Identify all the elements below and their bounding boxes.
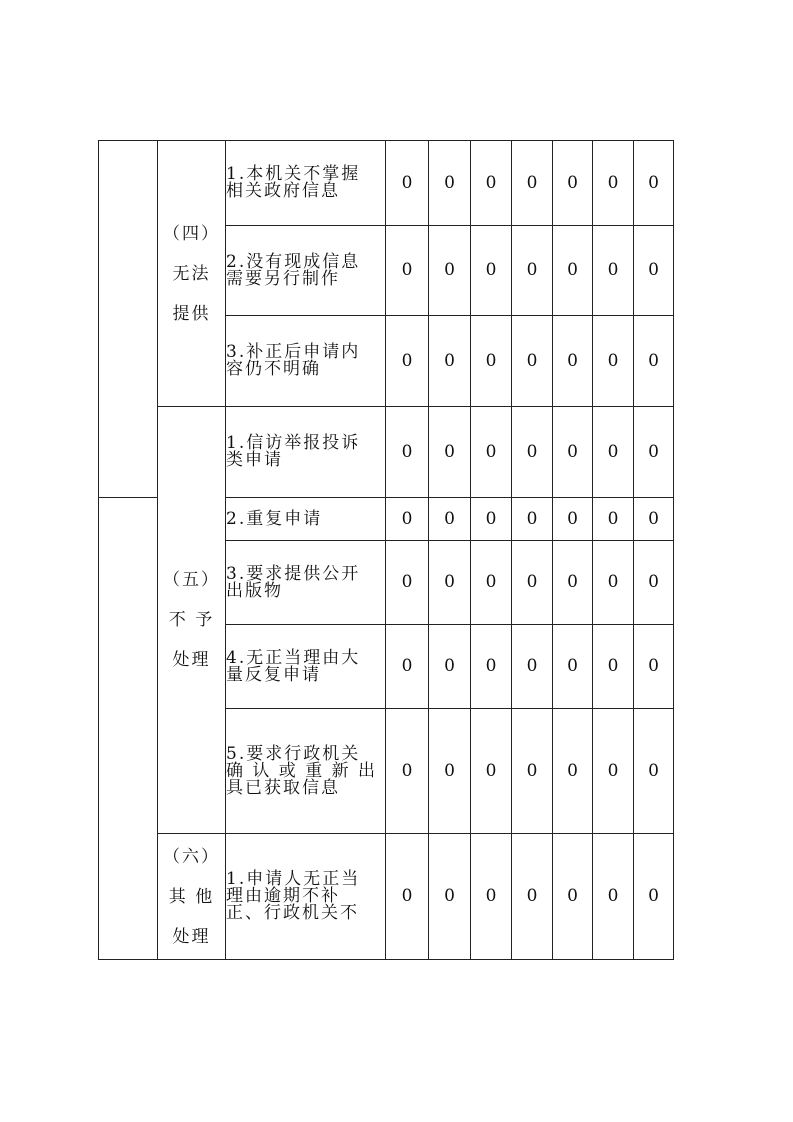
value-cell: 0 — [634, 834, 674, 960]
item-cell: 4.无正当理由大 量反复申请 — [226, 625, 386, 709]
group-cell-6: （六） 其 他 处理 — [158, 834, 226, 960]
value-cell: 0 — [386, 541, 429, 625]
item-cell: 1.本机关不掌握 相关政府信息 — [226, 141, 386, 226]
value-cell: 0 — [553, 498, 593, 541]
value-cell: 0 — [512, 316, 553, 407]
item-cell: 2.没有现成信息 需要另行制作 — [226, 226, 386, 316]
value-cell: 0 — [386, 498, 429, 541]
statistics-table — [98, 140, 674, 960]
value-cell: 0 — [634, 709, 674, 834]
value-cell: 0 — [471, 834, 512, 960]
table-row — [99, 834, 674, 960]
value-cell: 0 — [386, 625, 429, 709]
value-cell: 0 — [512, 141, 553, 226]
value-cell: 0 — [512, 226, 553, 316]
value-cell: 0 — [471, 316, 512, 407]
value-cell: 0 — [471, 141, 512, 226]
outer-category-cell — [99, 498, 158, 960]
value-cell: 0 — [386, 141, 429, 226]
item-cell: 2.重复申请 — [226, 498, 386, 541]
value-cell: 0 — [593, 226, 634, 316]
value-cell: 0 — [634, 541, 674, 625]
value-cell: 0 — [593, 541, 634, 625]
value-cell: 0 — [429, 625, 471, 709]
value-cell: 0 — [634, 226, 674, 316]
value-cell: 0 — [471, 498, 512, 541]
value-cell: 0 — [634, 498, 674, 541]
item-cell: 3.补正后申请内 容仍不明确 — [226, 316, 386, 407]
value-cell: 0 — [593, 709, 634, 834]
value-cell: 0 — [471, 709, 512, 834]
value-cell: 0 — [386, 226, 429, 316]
value-cell: 0 — [553, 541, 593, 625]
value-cell: 0 — [512, 541, 553, 625]
value-cell: 0 — [593, 316, 634, 407]
value-cell: 0 — [593, 141, 634, 226]
value-cell: 0 — [593, 407, 634, 498]
item-cell: 5.要求行政机关 确 认 或 重 新 出 具已获取信息 — [226, 709, 386, 834]
value-cell: 0 — [553, 625, 593, 709]
table-row — [99, 141, 674, 226]
value-cell: 0 — [386, 834, 429, 960]
value-cell: 0 — [593, 834, 634, 960]
value-cell: 0 — [512, 407, 553, 498]
value-cell: 0 — [386, 709, 429, 834]
value-cell: 0 — [429, 498, 471, 541]
value-cell: 0 — [429, 141, 471, 226]
value-cell: 0 — [471, 541, 512, 625]
value-cell: 0 — [512, 625, 553, 709]
value-cell: 0 — [512, 709, 553, 834]
value-cell: 0 — [471, 625, 512, 709]
item-cell: 3.要求提供公开 出版物 — [226, 541, 386, 625]
value-cell: 0 — [593, 625, 634, 709]
value-cell: 0 — [553, 226, 593, 316]
table-row — [99, 407, 674, 498]
value-cell: 0 — [634, 407, 674, 498]
value-cell: 0 — [634, 141, 674, 226]
value-cell: 0 — [553, 316, 593, 407]
item-cell: 1.申请人无正当 理由逾期不补 正、行政机关不 — [226, 834, 386, 960]
value-cell: 0 — [553, 407, 593, 498]
value-cell: 0 — [429, 709, 471, 834]
value-cell: 0 — [429, 407, 471, 498]
value-cell: 0 — [429, 316, 471, 407]
value-cell: 0 — [553, 709, 593, 834]
value-cell: 0 — [429, 541, 471, 625]
value-cell: 0 — [429, 226, 471, 316]
value-cell: 0 — [512, 834, 553, 960]
value-cell: 0 — [634, 625, 674, 709]
value-cell: 0 — [553, 141, 593, 226]
value-cell: 0 — [471, 407, 512, 498]
value-cell: 0 — [593, 498, 634, 541]
value-cell: 0 — [471, 226, 512, 316]
value-cell: 0 — [512, 498, 553, 541]
group-cell-5: （五） 不 予 处理 — [158, 407, 226, 834]
value-cell: 0 — [634, 316, 674, 407]
value-cell: 0 — [386, 316, 429, 407]
outer-category-cell — [99, 141, 158, 498]
value-cell: 0 — [386, 407, 429, 498]
value-cell: 0 — [429, 834, 471, 960]
item-cell: 1.信访举报投诉 类申请 — [226, 407, 386, 498]
value-cell: 0 — [553, 834, 593, 960]
group-cell-4: （四） 无法 提供 — [158, 141, 226, 407]
